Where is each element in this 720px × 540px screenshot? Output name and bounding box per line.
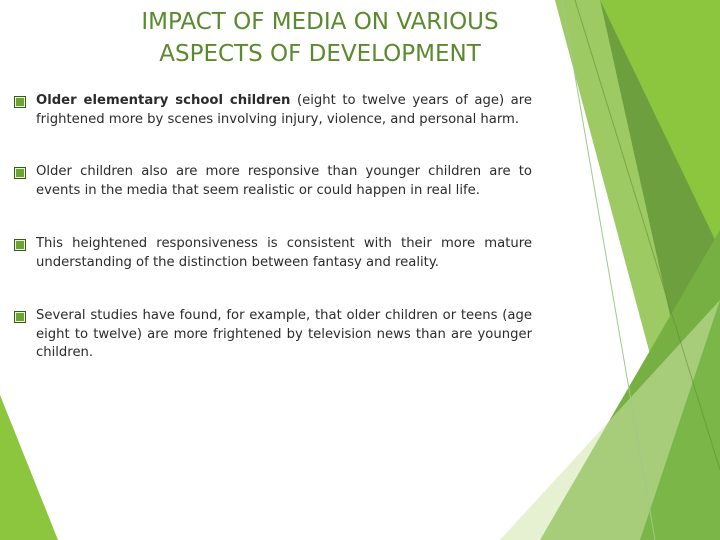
- bullet-text: Several studies have found, for example, that older children or teens (age eight to twelve) are more frightened by television news than are younger children.: [36, 308, 532, 360]
- bullet-item-1: [14, 92, 532, 129]
- square-bullet-icon: [14, 167, 26, 179]
- square-bullet-icon: [14, 96, 26, 108]
- page-title: [70, 6, 570, 70]
- bullet-item-3: [14, 235, 532, 272]
- bullet-item-4: [14, 307, 532, 363]
- bullet-list: [14, 92, 532, 363]
- left-accent-triangle: [0, 395, 58, 540]
- title-line-2: ASPECTS OF DEVELOPMENT: [159, 41, 481, 67]
- title-line-1: IMPACT OF MEDIA ON VARIOUS: [141, 9, 499, 35]
- bullet-item-2: [14, 163, 532, 200]
- square-bullet-icon: [14, 239, 26, 251]
- bullet-bold-text: Older elementary school children: [36, 93, 291, 108]
- bullet-text: (eight to twelve years of age) are frightened more by scenes involving injury, violence, and personal harm.: [36, 93, 532, 127]
- bullet-text: Older children also are more responsive than younger children are to events in the media that seem realistic or could happen in real life.: [36, 164, 532, 198]
- square-bullet-icon: [14, 311, 26, 323]
- bullet-text: This heightened responsiveness is consistent with their more mature understanding of the distinction between fantasy and reality.: [36, 236, 532, 270]
